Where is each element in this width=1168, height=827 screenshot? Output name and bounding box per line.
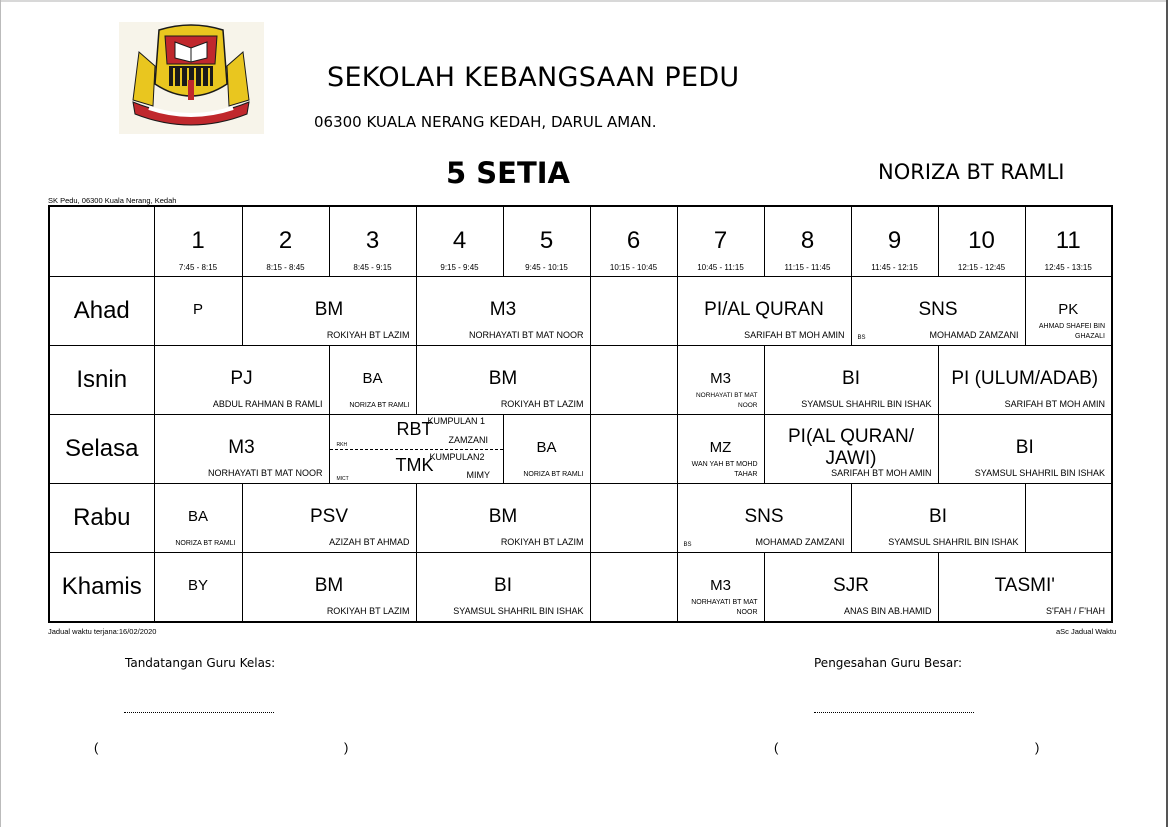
- teacher-line: WAN YAH BT MOHD: [691, 461, 758, 468]
- lesson-subject: BA: [187, 508, 208, 525]
- empty-cell: [590, 484, 677, 553]
- lesson-cell: [154, 553, 242, 623]
- lesson-teacher: S'FAH / F'HAH: [1046, 606, 1105, 616]
- room-code: BS: [683, 542, 692, 548]
- empty-cell: [590, 553, 677, 623]
- lesson-subject: PJ: [230, 368, 253, 389]
- lesson-teacher: ROKIYAH BT LAZIM: [326, 606, 410, 616]
- timetable: [48, 205, 1113, 623]
- group1-code: RKH: [336, 442, 348, 448]
- period-cell: [154, 206, 242, 277]
- day-label: Rabu: [73, 504, 131, 531]
- lesson-subject: TASMI': [994, 575, 1055, 596]
- group1-subject: RBT: [396, 419, 433, 439]
- period-cell: [764, 206, 851, 277]
- period-number: 6: [626, 227, 641, 254]
- lesson-teacher: NORIZA BT RAMLI: [523, 471, 584, 478]
- lesson-teacher: NORIZA BT RAMLI: [175, 540, 236, 547]
- day-row-khamis: [49, 553, 1112, 623]
- lesson-teacher: ROKIYAH BT LAZIM: [326, 330, 410, 340]
- school-logo: [119, 22, 264, 134]
- class-teacher-name: NORIZA BT RAMLI: [878, 160, 1065, 184]
- period-number: 10: [968, 227, 995, 254]
- day-label: Isnin: [76, 366, 128, 393]
- period-time: 11:45 - 12:15: [871, 263, 918, 272]
- lesson-teacher: SYAMSUL SHAHRIL BIN ISHAK: [888, 537, 1019, 547]
- period-number: 5: [539, 227, 554, 254]
- lesson-teacher: ROKIYAH BT LAZIM: [500, 537, 584, 547]
- school-small-print: SK Pedu, 06300 Kuala Nerang, Kedah: [48, 196, 177, 205]
- lesson-cell: [677, 484, 851, 553]
- teacher-line: AHMAD SHAFEI BIN: [1038, 323, 1105, 330]
- lesson-teacher: SARIFAH BT MOH AMIN: [831, 468, 932, 478]
- lesson-cell: [242, 484, 416, 553]
- room-code: BS: [857, 335, 866, 341]
- period-cell: [851, 206, 938, 277]
- lesson-subject: PSV: [309, 506, 349, 527]
- empty-cell: [590, 415, 677, 484]
- day-row-selasa: [49, 415, 1112, 484]
- period-cell: [677, 206, 764, 277]
- lesson-cell: [764, 346, 938, 415]
- period-time: 12:45 - 13:15: [1044, 263, 1092, 272]
- group2-label: KUMPULAN2: [429, 452, 485, 462]
- lesson-subject: PK: [1058, 301, 1079, 318]
- group2-code: MICT: [336, 476, 349, 482]
- period-cell: [938, 206, 1025, 277]
- subject-line: JAWI): [825, 448, 877, 469]
- day-label-cell: [49, 553, 154, 623]
- lesson-teacher: SYAMSUL SHAHRIL BIN ISHAK: [801, 399, 932, 409]
- lesson-teacher: NORIZA BT RAMLI: [349, 402, 410, 409]
- lesson-cell: [677, 553, 764, 623]
- lesson-teacher: MOHAMAD ZAMZANI: [929, 330, 1019, 340]
- group2-teacher: MIMY: [466, 470, 490, 480]
- teacher-line: GHAZALI: [1075, 333, 1105, 340]
- lesson-cell: [416, 484, 590, 553]
- period-header-row: [49, 206, 1112, 277]
- day-label: Ahad: [73, 297, 130, 324]
- software-credit: aSc Jadual Waktu: [1056, 627, 1117, 636]
- group1-teacher: ZAMZANI: [448, 435, 488, 445]
- class-teacher-name-open-paren: (: [94, 740, 99, 755]
- lesson-cell: [677, 415, 764, 484]
- period-time: 9:45 - 10:15: [525, 263, 568, 272]
- lesson-cell: [154, 415, 329, 484]
- lesson-subject: BM: [488, 368, 518, 389]
- teacher-line: NOOR: [738, 402, 758, 409]
- lesson-teacher: AZIZAH BT AHMAD: [329, 537, 410, 547]
- lesson-teacher: ROKIYAH BT LAZIM: [500, 399, 584, 409]
- lesson-subject: M3: [228, 437, 255, 458]
- class-teacher-name-close-paren: ): [344, 740, 349, 755]
- period-cell: [416, 206, 503, 277]
- lesson-cell: [242, 553, 416, 623]
- period-cell: [242, 206, 329, 277]
- lesson-subject: M3: [710, 370, 731, 387]
- period-number: 11: [1055, 227, 1081, 254]
- lesson-cell: [242, 277, 416, 346]
- lesson-subject: BM: [314, 575, 344, 596]
- lesson-subject: M3: [489, 299, 517, 320]
- lesson-teacher: [691, 598, 757, 618]
- period-cell: [590, 206, 677, 277]
- lesson-cell: [677, 277, 851, 346]
- corner-cell: [49, 206, 154, 277]
- period-time: 8:45 - 9:15: [353, 263, 392, 272]
- lesson-cell: [503, 415, 590, 484]
- lesson-cell: [851, 277, 1025, 346]
- lesson-teacher: [692, 460, 758, 480]
- school-address: 06300 KUALA NERANG KEDAH, DARUL AMAN.: [314, 113, 657, 131]
- day-label-cell: [49, 484, 154, 553]
- lesson-subject: BA: [536, 439, 557, 456]
- lesson-cell: [416, 346, 590, 415]
- lesson-subject: PI (ULUM/ADAB): [951, 368, 1099, 389]
- period-cell: [503, 206, 590, 277]
- lesson-subject: BI: [1015, 437, 1034, 458]
- lesson-cell: [154, 346, 329, 415]
- lesson-cell: [329, 346, 416, 415]
- lesson-subject: [765, 426, 938, 470]
- day-row-ahad: [49, 277, 1112, 346]
- lesson-subject: BI: [494, 575, 512, 596]
- period-number: 2: [278, 227, 293, 254]
- period-number: 1: [191, 227, 205, 254]
- lesson-subject: SNS: [744, 506, 784, 527]
- school-name: SEKOLAH KEBANGSAAN PEDU: [327, 62, 740, 93]
- teacher-line: TAHAR: [734, 471, 758, 478]
- lesson-subject: BI: [929, 506, 947, 527]
- lesson-subject: BY: [187, 577, 208, 594]
- class-teacher-signature-line: [124, 712, 274, 713]
- lesson-cell: [154, 277, 242, 346]
- lesson-subject: M3: [710, 577, 731, 594]
- lesson-subject: MZ: [709, 439, 732, 456]
- headmaster-signature-line: [814, 712, 974, 713]
- group-lesson-cell: [329, 415, 503, 484]
- lesson-subject: BA: [362, 370, 383, 387]
- lesson-subject: PI/AL QURAN: [704, 299, 824, 320]
- lesson-teacher: [696, 391, 758, 411]
- lesson-teacher: SYAMSUL SHAHRIL BIN ISHAK: [453, 606, 584, 616]
- subject-line: PI(AL QURAN/: [788, 426, 914, 447]
- group-divider: [330, 449, 503, 450]
- lesson-cell: [851, 484, 1025, 553]
- teacher-line: NOOR: [736, 609, 758, 616]
- period-time: 10:45 - 11:15: [697, 263, 744, 272]
- lesson-cell: [938, 553, 1112, 623]
- headmaster-name-close-paren: ): [1035, 740, 1040, 755]
- empty-cell: [590, 277, 677, 346]
- period-cell: [1025, 206, 1112, 277]
- lesson-cell: [938, 415, 1112, 484]
- lesson-teacher: [1039, 322, 1105, 342]
- group2-subject: TMK: [395, 455, 434, 475]
- lesson-cell: [1025, 277, 1112, 346]
- day-label: Khamis: [61, 573, 142, 600]
- empty-cell: [590, 346, 677, 415]
- lesson-subject: SNS: [918, 299, 958, 320]
- headmaster-signature-label: Pengesahan Guru Besar:: [814, 656, 963, 670]
- empty-cell: [1025, 484, 1112, 553]
- teacher-line: NORHAYATI BT MAT: [695, 392, 758, 399]
- lesson-teacher: NORHAYATI BT MAT NOOR: [468, 330, 584, 340]
- lesson-cell: [764, 415, 938, 484]
- lesson-cell: [416, 553, 590, 623]
- day-label-cell: [49, 415, 154, 484]
- teacher-line: NORHAYATI BT MAT: [691, 599, 758, 606]
- lesson-subject: P: [192, 301, 203, 318]
- period-number: 8: [800, 227, 815, 254]
- page-left-border: [0, 0, 1, 827]
- page-top-border: [0, 0, 1168, 2]
- headmaster-name-open-paren: (: [774, 740, 779, 755]
- lesson-subject: SJR: [833, 575, 869, 596]
- lesson-subject: BM: [314, 299, 344, 320]
- lesson-teacher: NORHAYATI BT MAT NOOR: [207, 468, 323, 478]
- period-number: 9: [887, 227, 902, 254]
- lesson-teacher: ANAS BIN AB.HAMID: [843, 606, 932, 616]
- class-name: 5 SETIA: [446, 156, 570, 190]
- period-time: 7:45 - 8:15: [178, 263, 218, 272]
- day-row-rabu: [49, 484, 1112, 553]
- lesson-teacher: SARIFAH BT MOH AMIN: [744, 330, 845, 340]
- lesson-subject: BI: [842, 368, 860, 389]
- lesson-teacher: ABDUL RAHMAN B RAMLI: [212, 399, 323, 409]
- day-label: Selasa: [65, 435, 139, 462]
- period-number: 4: [452, 227, 467, 254]
- period-time: 9:15 - 9:45: [440, 263, 479, 272]
- lesson-teacher: MOHAMAD ZAMZANI: [755, 537, 845, 547]
- generated-date: Jadual waktu terjana:16/02/2020: [48, 627, 157, 636]
- period-time: 12:15 - 12:45: [957, 263, 1006, 272]
- day-label-cell: [49, 346, 154, 415]
- period-time: 8:15 - 8:45: [266, 263, 305, 272]
- day-row-isnin: [49, 346, 1112, 415]
- period-cell: [329, 206, 416, 277]
- lesson-cell: [764, 553, 938, 623]
- lesson-teacher: SARIFAH BT MOH AMIN: [1004, 399, 1105, 409]
- period-time: 11:15 - 11:45: [784, 263, 831, 272]
- lesson-cell: [154, 484, 242, 553]
- period-number: 7: [713, 227, 728, 254]
- lesson-subject: BM: [488, 506, 518, 527]
- group1-label: KUMPULAN 1: [427, 416, 486, 426]
- period-number: 3: [365, 227, 380, 254]
- period-time: 10:15 - 10:45: [609, 263, 658, 272]
- day-label-cell: [49, 277, 154, 346]
- lesson-cell: [938, 346, 1112, 415]
- lesson-teacher: SYAMSUL SHAHRIL BIN ISHAK: [974, 468, 1105, 478]
- lesson-cell: [416, 277, 590, 346]
- class-teacher-signature-label: Tandatangan Guru Kelas:: [125, 656, 276, 670]
- lesson-cell: [677, 346, 764, 415]
